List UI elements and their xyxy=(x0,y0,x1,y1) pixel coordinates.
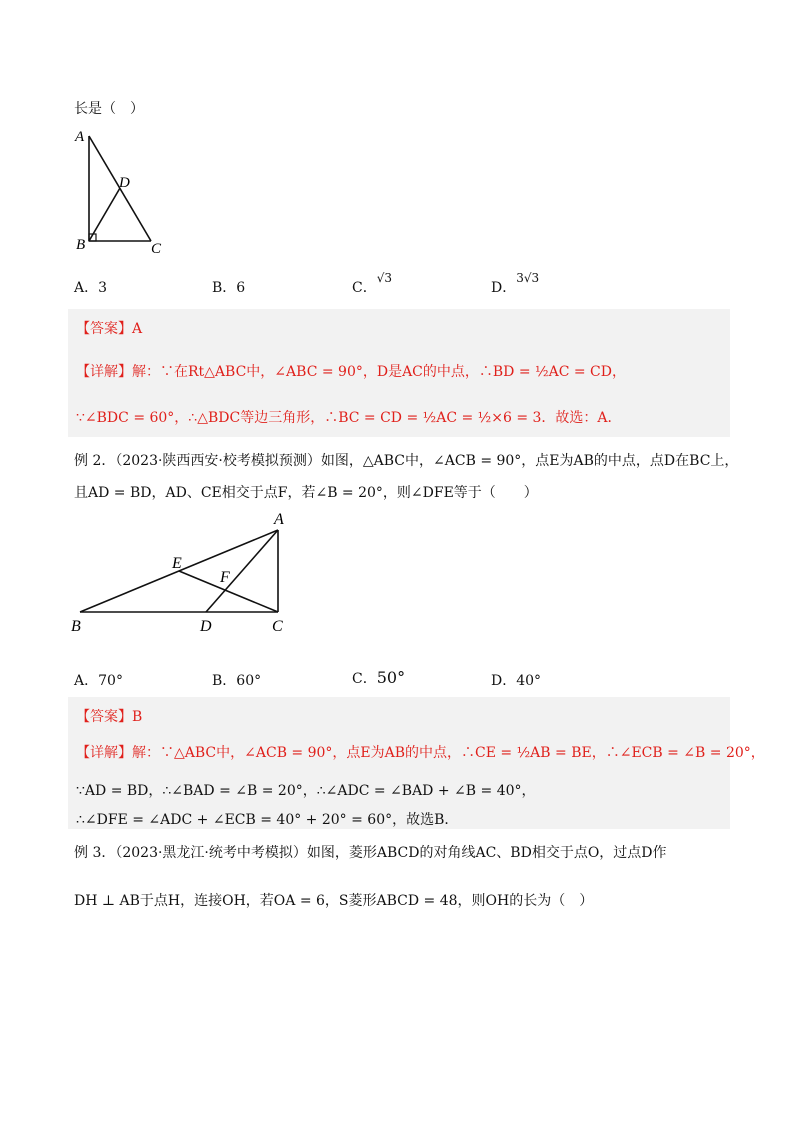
q2-stem-line2: 且AD = BD，AD、CE相交于点F，若∠B = 20°，则∠DFE等于（ ） xyxy=(74,485,538,501)
q1-figure xyxy=(70,124,170,256)
q1-answer-box xyxy=(68,309,730,437)
q2-label-e: E xyxy=(172,555,182,572)
q1-option-c: C．√3 xyxy=(352,271,392,296)
q1-detail-line2: ∵∠BDC = 60°，∴△BDC等边三角形，∴BC = CD = ½AC = ½×6 = 3．故选：A． xyxy=(76,410,622,426)
q2-answer-box xyxy=(68,697,765,829)
q1-label-b: B xyxy=(76,237,86,253)
q2-stem-line1: 例 2．（2023·陕西西安·校考模拟预测）如图，△ABC中，∠ACB = 90°，点E为AB的中点，点D在BC上， xyxy=(74,453,739,469)
q1-segment-bd xyxy=(89,188,120,241)
q1-stem-tail: 长是（ ） xyxy=(74,101,144,117)
q2-option-b: B．60° xyxy=(212,673,262,689)
q3-stem-line1: 例 3．（2023·黑龙江·统考中考模拟）如图，菱形ABCD的对角线AC、BD相交于点O，过点D作 xyxy=(74,845,667,861)
q2-detail-line1: 【详解】解：∵△ABC中，∠ACB = 90°，点E为AB的中点，∴CE = ½AB = BE，∴∠ECB = ∠B = 20°， xyxy=(76,745,765,761)
q1-label-c: C xyxy=(151,241,162,256)
q3-stem-line2: DH ⊥ AB于点H，连接OH，若OA = 6，S菱形ABCD = 48，则OH的长为（ ） xyxy=(74,893,594,909)
q2-label-d: D xyxy=(200,618,212,635)
q2-segment-ad xyxy=(206,530,278,612)
q1-option-d: D．3√3 xyxy=(491,271,540,296)
q2-detail-line2: ∵AD = BD，∴∠BAD = ∠B = 20°，∴∠ADC = ∠BAD + ∠B = 40°， xyxy=(76,783,536,799)
q2-figure xyxy=(68,506,300,638)
q2-label-b: B xyxy=(71,618,81,635)
q1-option-a: A．3 xyxy=(74,280,108,296)
q1-label-d: D xyxy=(119,175,130,191)
q2-option-d: D．40° xyxy=(491,673,542,689)
q1-option-b: B．6 xyxy=(212,280,246,296)
q1-detail-line1: 【详解】解：∵在Rt△ABC中，∠ABC = 90°，D是AC的中点，∴BD = ½AC = CD， xyxy=(76,364,626,380)
q2-option-c: C．50° xyxy=(352,668,406,687)
q2-label-f: F xyxy=(220,569,230,586)
q1-label-a: A xyxy=(75,129,85,145)
q2-label-c: C xyxy=(272,618,283,635)
q2-option-a: A．70° xyxy=(74,673,123,689)
q2-answer: 【答案】B xyxy=(76,709,143,725)
q2-detail-line3: ∴∠DFE = ∠ADC + ∠ECB = 40° + 20° = 60°，故选B． xyxy=(76,812,459,828)
q1-answer: 【答案】A xyxy=(76,321,143,337)
q2-label-a: A xyxy=(274,511,284,528)
